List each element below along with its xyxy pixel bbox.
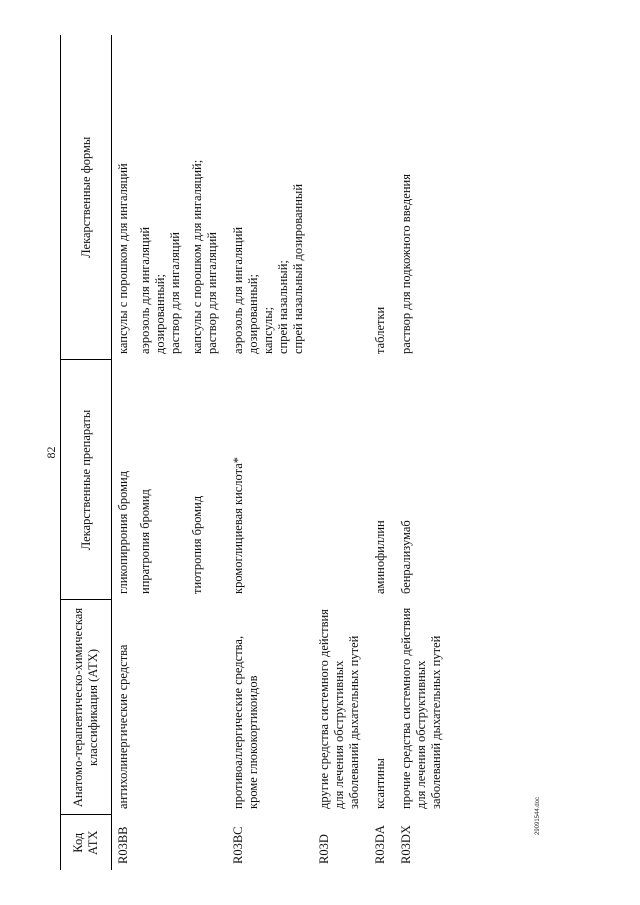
form-line: таблетки (373, 306, 387, 354)
cell-classification: ксантины (373, 758, 387, 809)
form-line: спрей назальный; (276, 260, 290, 354)
cell-classification (138, 600, 190, 815)
file-tag: 29091544.doc (535, 796, 541, 835)
cell-drug: ипратропия бромид (138, 489, 152, 594)
cell-code: R03DA (373, 825, 387, 864)
cell-forms (112, 35, 139, 360)
table-row (313, 35, 369, 870)
cell-drug: тиотропия бромид (190, 495, 204, 594)
table-row (369, 35, 395, 870)
table-header-row (61, 35, 112, 870)
cell-forms (138, 35, 190, 360)
cell-code (190, 815, 227, 870)
cell-code: R03DX (399, 825, 413, 864)
cell-drug: аминофиллин (373, 520, 387, 594)
table-row (227, 35, 313, 870)
cell-drug (313, 360, 369, 600)
cell-code: R03BC (231, 826, 245, 864)
cell-drug: кромоглициевая кислота* (231, 456, 245, 594)
cell-code (138, 815, 190, 870)
atc-table (60, 35, 451, 870)
table-row (138, 35, 190, 870)
page-number: 82 (44, 446, 58, 459)
table-row (395, 35, 451, 870)
form-line: раствор для ингаляций (168, 232, 182, 354)
cell-classification: антихолинергические средства (116, 644, 130, 809)
form-line: раствор для подкожного введения (399, 174, 413, 354)
form-line: аэрозоль для ингаляций (138, 226, 152, 354)
cell-code: R03D (317, 834, 331, 864)
header-classification: Анатомо-терапевтическо-химическая классификация (АТХ) (61, 600, 112, 815)
cell-forms (227, 35, 313, 360)
cell-forms (313, 35, 369, 360)
cell-code: R03BB (116, 826, 130, 864)
form-line: капсулы с порошком для ингаляций (116, 163, 130, 354)
cell-classification: противоаллергические средства, кроме глюкокортикоидов (231, 635, 260, 809)
rotated-content (44, 35, 610, 870)
cell-forms (369, 35, 395, 360)
table-row (112, 35, 139, 870)
form-line: аэрозоль для ингаляций (231, 226, 245, 354)
header-code: Код АТХ (61, 815, 112, 870)
form-line: капсулы с порошком для ингаляций; (190, 159, 204, 354)
cell-classification: другие средства системного действия для лечения обструктивных заболеваний дыхательных путей (317, 609, 361, 809)
cell-classification: прочие средства системного действия для лечения обструктивных заболеваний дыхательных путей (399, 607, 443, 809)
table-row (190, 35, 227, 870)
cell-drug: гликопиррония бромид (116, 470, 130, 594)
cell-forms (190, 35, 227, 360)
form-line: спрей назальный дозированный (291, 183, 305, 354)
form-line: капсулы; (261, 306, 275, 354)
header-drugs: Лекарственные препараты (61, 360, 112, 600)
form-line: дозированный; (153, 274, 167, 354)
form-line: дозированный; (246, 274, 260, 354)
cell-classification (190, 600, 227, 815)
header-forms: Лекарственные формы (61, 35, 112, 360)
form-line: раствор для ингаляций (205, 232, 219, 354)
cell-forms (395, 35, 451, 360)
cell-drug: бенрализумаб (399, 520, 413, 594)
